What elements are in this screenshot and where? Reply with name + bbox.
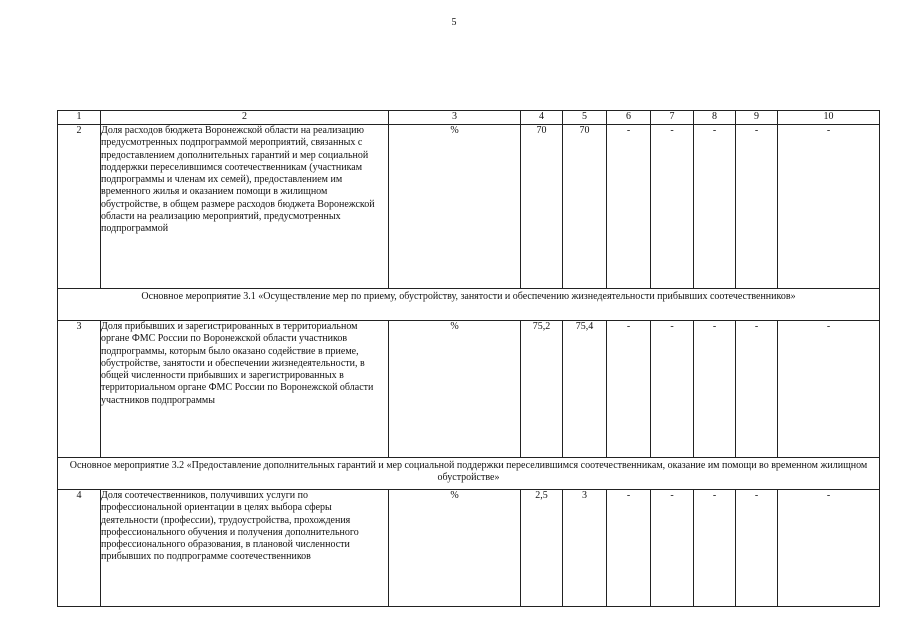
value-cell: - xyxy=(736,125,778,289)
value-cell: - xyxy=(651,490,694,607)
value-cell: - xyxy=(651,321,694,458)
indicator-name: Доля соотечественников, получивших услуги по профессиональной ориентации в целях выбора сферы деятельности (профессии), трудоустройства, прохождения профессионального обучения и получения дополнительного профессионального образования, в плановой численности прибывших по подпрограмме соотечественников xyxy=(101,490,389,607)
value-cell: 70 xyxy=(563,125,607,289)
value-cell: - xyxy=(778,321,880,458)
value-cell: - xyxy=(607,490,651,607)
value-cell: 2,5 xyxy=(521,490,563,607)
table-header-row xyxy=(58,111,880,125)
table-row xyxy=(58,321,880,458)
row-number: 4 xyxy=(58,490,101,607)
value-cell: - xyxy=(694,125,736,289)
table-row xyxy=(58,490,880,607)
value-cell: - xyxy=(651,125,694,289)
table-row xyxy=(58,125,880,289)
column-header: 9 xyxy=(736,111,778,125)
indicators-table xyxy=(57,110,880,607)
value-cell: - xyxy=(607,321,651,458)
section-row xyxy=(58,458,880,490)
value-cell: 70 xyxy=(521,125,563,289)
unit-cell: % xyxy=(389,125,521,289)
value-cell: 75,4 xyxy=(563,321,607,458)
value-cell: - xyxy=(736,490,778,607)
value-cell: - xyxy=(778,490,880,607)
section-title: Основное мероприятие 3.2 «Предоставление дополнительных гарантий и мер социальной поддержки переселившимся соотечественникам, оказание им помощи во временном жилищном обустройстве» xyxy=(58,458,880,490)
row-number: 2 xyxy=(58,125,101,289)
column-header: 3 xyxy=(389,111,521,125)
unit-cell: % xyxy=(389,321,521,458)
column-header: 1 xyxy=(58,111,101,125)
column-header: 5 xyxy=(563,111,607,125)
value-cell: - xyxy=(778,125,880,289)
column-header: 4 xyxy=(521,111,563,125)
value-cell: 3 xyxy=(563,490,607,607)
column-header: 8 xyxy=(694,111,736,125)
section-row xyxy=(58,289,880,321)
column-header: 2 xyxy=(101,111,389,125)
value-cell: - xyxy=(607,125,651,289)
unit-cell: % xyxy=(389,490,521,607)
value-cell: - xyxy=(694,321,736,458)
column-header: 10 xyxy=(778,111,880,125)
value-cell: - xyxy=(736,321,778,458)
column-header: 6 xyxy=(607,111,651,125)
section-title: Основное мероприятие 3.1 «Осуществление мер по приему, обустройству, занятости и обеспечению жизнедеятельности прибывших соотечественников» xyxy=(58,289,880,321)
indicator-name: Доля прибывших и зарегистрированных в территориальном органе ФМС России по Воронежской области участников подпрограммы, которым было оказано содействие в приеме, обустройстве, занятости и обеспечении жизнедеятельности, в общей численности прибывших и зарегистрированных в территориальном органе ФМС России по Воронежской области участников подпрограммы xyxy=(101,321,389,458)
row-number: 3 xyxy=(58,321,101,458)
column-header: 7 xyxy=(651,111,694,125)
indicator-name: Доля расходов бюджета Воронежской области на реализацию предусмотренных подпрограммой мероприятий, связанных с предоставлением дополнительных гарантий и мер социальной поддержки переселившимся соотечественникам (участникам подпрограммы и членам их семей), предоставлением им временного жилья и оказанием помощи в жилищном обустройстве, в общем размере расходов бюджета Воронежской области на реализацию мероприятий, предусмотренных подпрограммой xyxy=(101,125,389,289)
value-cell: - xyxy=(694,490,736,607)
page-number: 5 xyxy=(451,17,457,28)
value-cell: 75,2 xyxy=(521,321,563,458)
